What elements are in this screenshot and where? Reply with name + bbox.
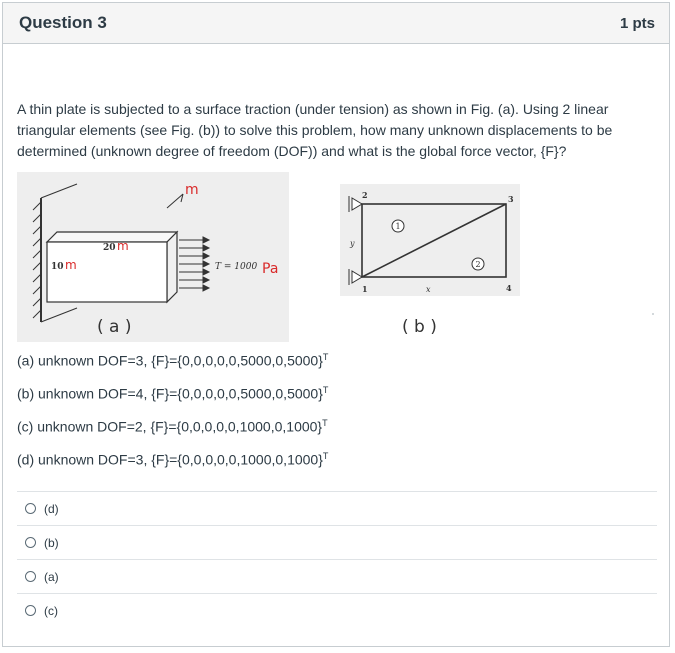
node-label-3: 3 bbox=[508, 194, 514, 204]
radio-icon[interactable] bbox=[25, 571, 36, 582]
question-header bbox=[3, 3, 669, 44]
width-unit: m bbox=[117, 239, 129, 253]
figure-a bbox=[17, 172, 289, 342]
figure-a-caption: ( a ) bbox=[97, 317, 132, 337]
radio-icon[interactable] bbox=[25, 605, 36, 616]
option-text-c: (c) unknown DOF=2, $\{F\}=\{0,0,0,0,0,1000,0,1000\}^T$ bbox=[17, 418, 328, 435]
figure-b bbox=[340, 184, 520, 344]
answer-option-b[interactable] bbox=[17, 525, 657, 559]
radio-icon[interactable] bbox=[25, 537, 36, 548]
option-text-d: (d) unknown DOF=3, $\{F\}=\{0,0,0,0,0,1000,0,1000\}^T$ bbox=[17, 451, 329, 468]
answer-list bbox=[17, 491, 657, 627]
y-axis-label: y bbox=[350, 239, 355, 248]
node-label-2: 2 bbox=[362, 190, 368, 200]
element-label-2: 2 bbox=[475, 260, 481, 269]
figure-b-background bbox=[340, 184, 520, 296]
width-label: 20 bbox=[103, 243, 116, 253]
option-text-a: (a) unknown DOF=3, $\{F\}=\{0,0,0,0,0,5000,0,5000\}^T$ bbox=[17, 352, 329, 369]
stray-dot bbox=[652, 313, 654, 315]
traction-label: T = 1000 bbox=[215, 262, 258, 272]
element-label-1: 1 bbox=[395, 222, 401, 231]
answer-option-a[interactable] bbox=[17, 559, 657, 593]
node-label-4: 4 bbox=[506, 283, 512, 293]
height-label: 10 bbox=[51, 262, 64, 272]
option-text-b: (b) unknown DOF=4, $\{F\}=\{0,0,0,0,0,5000,0,5000\}^T$ bbox=[17, 385, 329, 402]
answer-label: (a) bbox=[44, 569, 59, 584]
question-points: 1 pts bbox=[619, 14, 655, 32]
node-label-1: 1 bbox=[362, 284, 368, 294]
question-text: A thin plate is subjected to a surface traction (under tension) as shown in Fig. (a). Using 2 linear triangular elements (see Fig. (b)) to solve this problem, how many unknown displacements to be determined (unknown degree of freedom (DOF)) and what is the global force vector, {F}? bbox=[17, 101, 613, 159]
figure-b-caption: ( b ) bbox=[402, 317, 437, 337]
answer-option-d[interactable] bbox=[17, 491, 657, 525]
thickness-unit: m bbox=[185, 182, 199, 198]
height-unit: m bbox=[65, 258, 77, 272]
answer-label: (d) bbox=[44, 501, 59, 516]
answer-label: (b) bbox=[44, 535, 59, 550]
answer-label: (c) bbox=[44, 603, 58, 618]
answer-option-c[interactable] bbox=[17, 593, 657, 627]
traction-unit: Pa bbox=[262, 261, 279, 277]
question-title: Question 3 bbox=[19, 13, 107, 32]
radio-icon[interactable] bbox=[25, 503, 36, 514]
x-axis-label: x bbox=[426, 285, 431, 294]
